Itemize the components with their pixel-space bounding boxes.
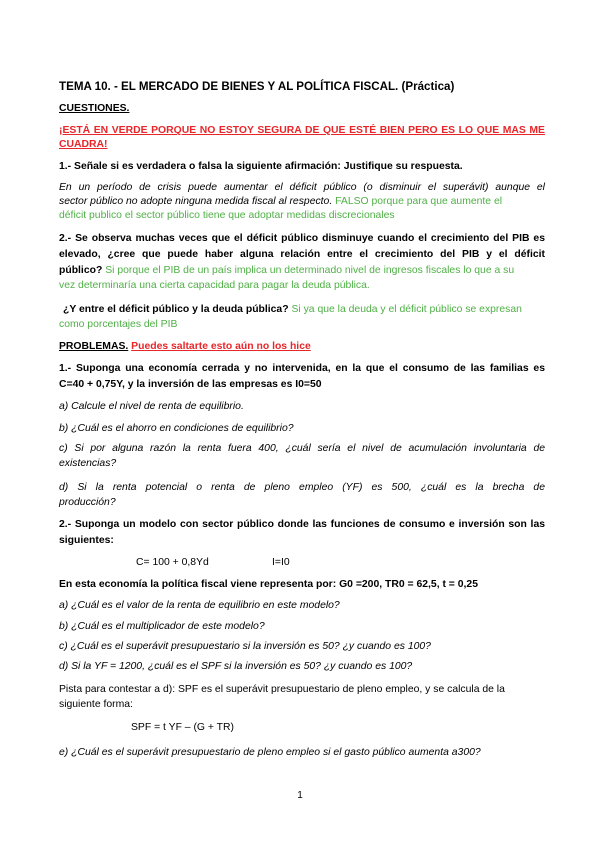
question-2-line-3 <box>59 264 545 278</box>
problem-2-e: e) ¿Cuál es el superávit presupuestario de pleno empleo si el gasto público aumenta a300? <box>59 747 481 758</box>
hint-line-1: Pista para contestar a d): SPF es el superávit presupuestario de pleno empleo, y se calcula de la <box>59 684 505 695</box>
problemas-heading-line <box>59 340 545 354</box>
question-1-statement-line-2 <box>59 195 545 209</box>
full-employment-surplus-formula: SPF = t YF – (G + TR) <box>131 722 234 733</box>
question-1: 1.- Señale si es verdadera o falsa la siguiente afirmación: Justifique su respuesta. <box>59 161 463 172</box>
document-title: TEMA 10. - EL MERCADO DE BIENES Y AL POLÍTICA FISCAL. (Práctica) <box>59 80 455 93</box>
question-2-line-2: elevado, ¿cree que puede haber alguna relación entre el crecimiento del PIB y el déficit <box>59 249 545 260</box>
problemas-heading: PROBLEMAS. <box>59 341 129 352</box>
consumption-equation: C= 100 + 0,8Yd <box>136 557 209 568</box>
problem-2-a: a) ¿Cuál es el valor de la renta de equilibrio en este modelo? <box>59 600 340 611</box>
question-2-answer-start: Si porque el PIB de un país implica un determinado nivel de ingresos fiscales lo que a su <box>105 265 515 276</box>
question-2-answer-line: vez determinaría una cierta capacidad para pagar la deuda pública. <box>59 280 370 291</box>
problem-2-line-1: 2.- Suponga un modelo con sector público donde las funciones de consumo e inversión son las <box>59 519 545 530</box>
question-2-line-1: 2.- Se observa muchas veces que el déficit público disminuye cuando el crecimiento del PIB es <box>59 233 545 244</box>
investment-equation: I=I0 <box>272 557 290 568</box>
question-1-answer-line: déficit publico el sector público tiene que adoptar medidas discrecionales <box>59 210 395 221</box>
problem-2-d: d) Si la YF = 1200, ¿cuál es el SPF si la inversión es 50? ¿y cuando es 100? <box>59 661 413 672</box>
question-3-line-1 <box>63 303 549 317</box>
problem-2-c: c) ¿Cuál es el superávit presupuestario si la inversión es 50? ¿y cuando es 100? <box>59 641 431 652</box>
problem-1-c-line-2: existencias? <box>59 458 117 469</box>
question-3-answer-line: como porcentajes del PIB <box>59 319 178 330</box>
question-2-end: público? <box>59 265 103 276</box>
question-3-answer-start: Si ya que la deuda y el déficit público se expresan <box>291 304 522 315</box>
problem-2-b: b) ¿Cuál es el multiplicador de este modelo? <box>59 621 265 632</box>
green-note-line-1: ¡ESTÁ EN VERDE PORQUE NO ESTOY SEGURA DE QUE ESTÉ BIEN PERO ES LO QUE MAS ME <box>59 125 545 136</box>
fiscal-policy-line: En esta economía la política fiscal viene representa por: G0 =200, TR0 = 62,5, t = 0,25 <box>59 579 478 590</box>
problem-1-a: a) Calcule el nivel de renta de equilibrio. <box>59 401 244 412</box>
problem-1-b: b) ¿Cuál es el ahorro en condiciones de equilibrio? <box>59 423 294 434</box>
page-number: 1 <box>297 790 303 801</box>
question-1-statement-end: sector público no adopte ninguna medida fiscal al respecto. <box>59 196 333 207</box>
problem-1-line-2: C=40 + 0,75Y, y la inversión de las empresas es I0=50 <box>59 379 322 390</box>
problem-1-line-1: 1.- Suponga una economía cerrada y no intervenida, en la que el consumo de las familias es <box>59 363 545 374</box>
problem-1-d-line-1: d) Si la renta potencial o renta de pleno empleo (YF) es 500, ¿cuál es la brecha de <box>59 482 545 493</box>
problemas-note: Puedes saltarte esto aún no los hice <box>131 341 311 352</box>
problem-2-line-2: siguientes: <box>59 535 114 546</box>
question-1-statement-line-1: En un período de crisis puede aumentar el déficit público (o disminuir el superávit) aunque el <box>59 182 545 193</box>
green-note-line-2: CUADRA! <box>59 139 108 150</box>
problem-1-c-line-1: c) Si por alguna razón la renta fuera 400, ¿cuál sería el nivel de acumulación involuntaria de <box>59 443 545 454</box>
problem-1-d-line-2: producción? <box>59 497 116 508</box>
question-1-answer-start: FALSO porque para que aumente el <box>335 196 503 207</box>
cuestiones-heading: CUESTIONES. <box>59 103 130 114</box>
hint-line-2: siguiente forma: <box>59 699 133 710</box>
question-3: ¿Y entre el déficit público y la deuda pública? <box>63 304 289 315</box>
